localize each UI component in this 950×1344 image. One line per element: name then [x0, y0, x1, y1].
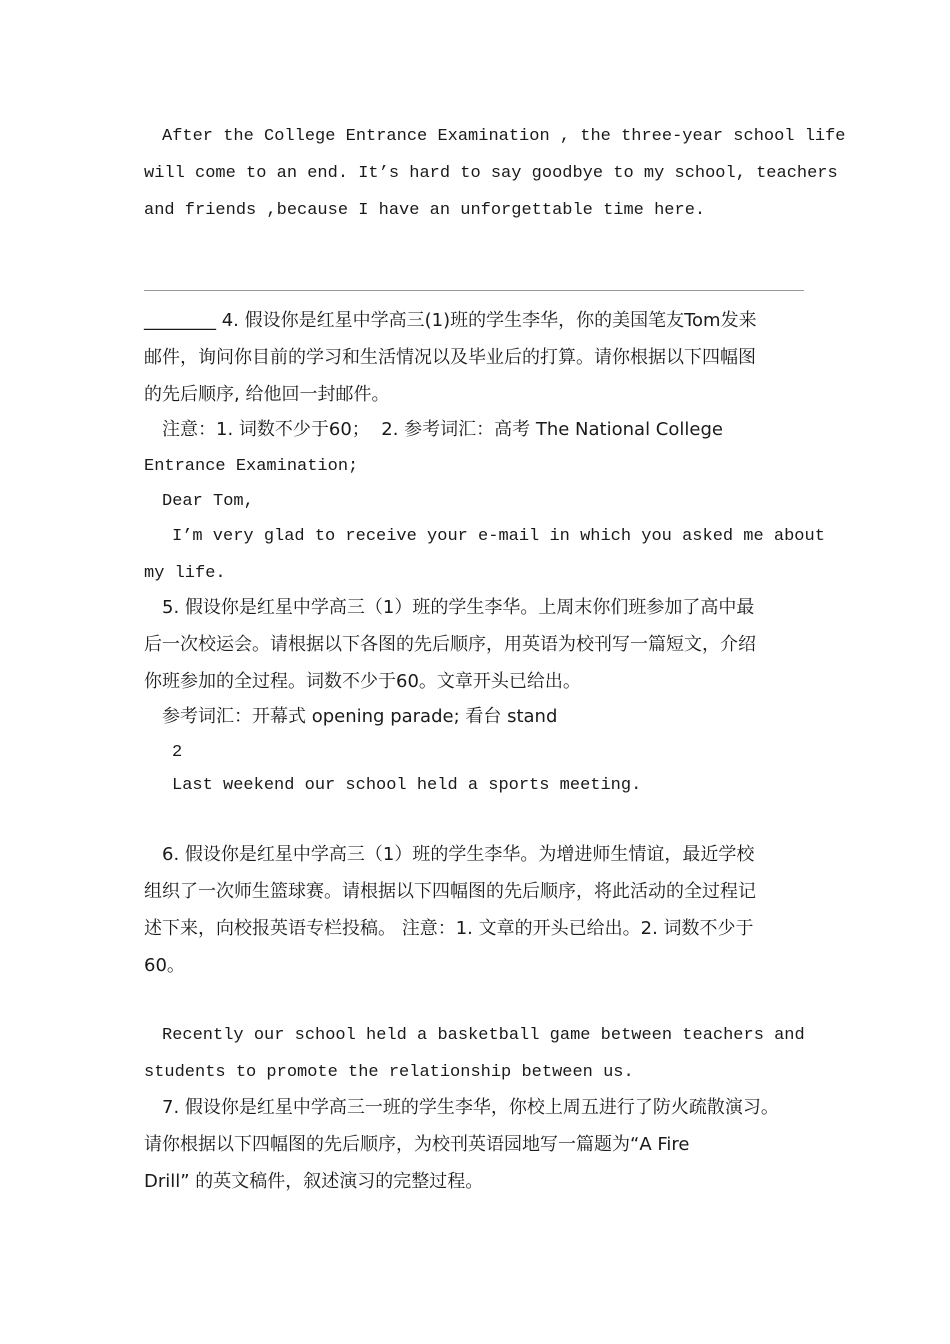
question-7-line: 请你根据以下四幅图的先后顺序，为校刊英语园地写一篇题为“A Fire	[144, 1134, 690, 1155]
question-5-line: 5. 假设你是红星中学高三（1）班的学生李华。上周末你们班参加了高中最	[162, 597, 755, 618]
question-5-line: 后一次校运会。请根据以下各图的先后顺序，用英语为校刊写一篇短文，介绍	[144, 634, 756, 655]
question-4-line: 的先后顺序, 给他回一封邮件。	[144, 384, 390, 405]
question-4-line: 邮件，询问你目前的学习和生活情况以及毕业后的打算。请你根据以下四幅图	[144, 347, 756, 368]
question-6-line: 述下来，向校报英语专栏投稿。 注意：1. 文章的开头已给出。2. 词数不少于	[144, 918, 754, 939]
question-6-line: 6. 假设你是红星中学高三（1）班的学生李华。为增进师生情谊，最近学校	[162, 844, 755, 865]
essay-opening: students to promote the relationship between us.	[144, 1063, 634, 1082]
question-5-line: 你班参加的全过程。词数不少于60。文章开头已给出。	[144, 671, 581, 692]
letter-body-line: I’m very glad to receive your e-mail in which you asked me about	[172, 527, 825, 546]
question-4-line: ________ 4. 假设你是红星中学高三(1)班的学生李华，你的美国笔友Tom发来	[144, 310, 757, 331]
question-6-line: 60。	[144, 955, 185, 976]
answer-divider	[144, 290, 804, 291]
paragraph-line: will come to an end. It’s hard to say goodbye to my school, teachers	[144, 164, 838, 183]
question-5-vocab: 参考词汇：开幕式 opening parade; 看台 stand	[162, 706, 558, 727]
question-7-line: Drill” 的英文稿件，叙述演习的完整过程。	[144, 1171, 484, 1192]
page-marker: 2	[172, 743, 183, 762]
question-4-note: 注意：1. 词数不少于60； 2. 参考词汇：高考 The National College	[162, 419, 723, 440]
paragraph-line: and friends ,because I have an unforgettable time here.	[144, 201, 706, 220]
question-6-line: 组织了一次师生篮球赛。请根据以下四幅图的先后顺序，将此活动的全过程记	[144, 881, 756, 902]
essay-opening: Last weekend our school held a sports meeting.	[172, 776, 642, 795]
letter-body-line: my life.	[144, 564, 226, 583]
question-4-note: Entrance Examination;	[144, 457, 359, 476]
essay-opening: Recently our school held a basketball game between teachers and	[162, 1026, 805, 1045]
paragraph-line: After the College Entrance Examination , the three-year school life	[162, 127, 846, 146]
question-7-line: 7. 假设你是红星中学高三一班的学生李华，你校上周五进行了防火疏散演习。	[162, 1097, 779, 1118]
letter-greeting: Dear Tom,	[162, 492, 254, 511]
